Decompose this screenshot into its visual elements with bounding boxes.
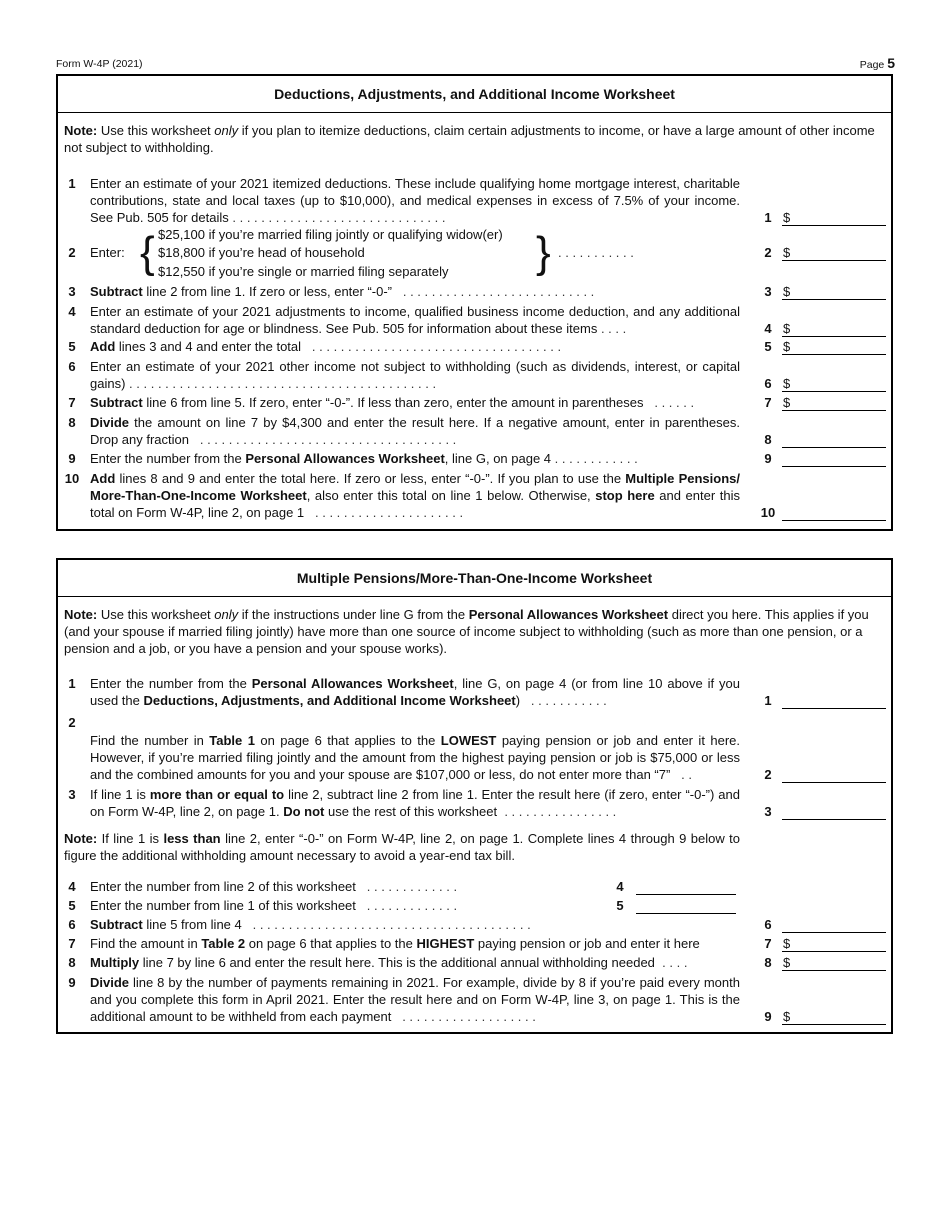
multiple-pensions-worksheet: Multiple Pensions/More-Than-One-Income Worksheet Note: Use this worksheet only if the instructions under line G from the Personal Allowances Worksheet direct you here. This applies if you (and your spouse if married filing jointly) have more than one source of income subject to withholding (such as more than one pension, or a pension and a job, or you have a pension and your spouse works). 1 Enter the number from the Personal Allowances Worksheet, line G, on page 4 (or from line 10 above if you used the Deductions, Adjustments, and Additional Income Worksheet) . . . . . . . . . . . 1 2 Find the number in Table 1 on page 6 that applies to the LOWEST paying pension or job and enter it here. However, if you’re married filing jointly and the amount from the highest paying pension or job is $75,000 or less and the combined amounts for you and your spouse are $107,000 or less, do not enter more than “7” . . 2 3 If line 1 is more than or equal to line 2, subtract line 2 from line 1. Enter the result here (if zero, enter “-0-”) and on Form W-4P, line 2, on page 1. Do not use the rest of this worksheet . . . . . . . . . . . . . . . . 3 Note: If line 1 is less than line 2, enter “-0-” on Form W-4P, line 2, on page 1. Complete lines 4 through 9 below to figure the additional withholding amount necessary to avoid a year-end tax bill. 4 Enter the number from line 2 of this worksheet . . . . . . . . . . . . . 4 5 Enter the number from line 1 of this worksheet . . . . . . . . . . . . . 5 6 Subtract line 5 from line 4 . . . . . . . . . . . . . . . . . . . . . . . . . . . . . . . . . . . . . . . 6 7 Find the amount in Table 2 on page 6 that applies to the HIGHEST paying pension or job and enter it here 7 $ 8 Multiply line 7 by line 6 and enter the result here. This is the additional annual withholding needed . . . . 8 $ 9 Divide line 8 by the number of payments remaining in 2021. For example, divide by 8 if you’re paid every month and you complete this form in April 2021. Enter the result here and on Form W-4P, line 3, on page 1. This is the additional amount to be withheld from each payment . . . . . . . . . . . . . . . . . . . 9 $ [56,558,893,1034]
ws1-line-6-field[interactable]: $ [782,375,886,392]
ws2-line-6-field[interactable] [782,916,886,933]
ws2-line-5-field[interactable] [636,897,736,914]
worksheet-note: Note: Use this worksheet only if you plan to itemize deductions, claim certain adjustments to income, or have a large amount of other income not subject to withholding. [64,123,875,155]
worksheet-title: Multiple Pensions/More-Than-One-Income Worksheet [58,560,891,597]
ws2-line-2-field[interactable] [782,766,886,783]
ws2-line-9-field[interactable]: $ [782,1008,886,1025]
page-header [56,57,895,73]
page-indicator: Page 5 [859,55,895,71]
form-id: Form W-4P (2021) [56,58,143,70]
ws2-line-3-field[interactable] [782,803,886,820]
ws1-line-9-field[interactable] [782,450,886,467]
ws1-line-10-field[interactable] [782,504,886,521]
deductions-worksheet: Deductions, Adjustments, and Additional Income Worksheet Note: Use this worksheet only if you plan to itemize deductions, claim certain adjustments to income, or have a large amount of other income not subject to withholding. 1 Enter an estimate of your 2021 itemized deductions. These include qualifying home mortgage interest, charitable contributions, state and local taxes (up to $10,000), and medical expenses in excess of 7.5% of your income. See Pub. 505 for details . . . . . . . . . . . . . . . . . . . . . . . . . . . . . . 1 $ 2 Enter: { $25,100 if you’re married filing jointly or qualifying widow(er) $18,800 if you’re head of household $12,550 if you’re single or married filing separately } . . . . . . . . . . . 2 $ 3 Subtract line 2 from line 1. If zero or less, enter “-0-” . . . . . . . . . . . . . . . . . . . . . . . . . . . 3 $ 4 Enter an estimate of your 2021 adjustments to income, qualified business income deduction, and any additional standard deduction for age or blindness. See Pub. 505 for information about these items . . . . 4 $ 5 Add lines 3 and 4 and enter the total . . . . . . . . . . . . . . . . . . . . . . . . . . . . . . . . . . . 5 $ 6 Enter an estimate of your 2021 other income not subject to withholding (such as dividends, interest, or capital gains) . . . . . . . . . . . . . . . . . . . . . . . . . . . . . . . . . . . . . . . . . . . 6 $ 7 Subtract line 6 from line 5. If zero, enter “-0-”. If less than zero, enter the amount in parentheses . . . . . . 7 $ 8 Divide the amount on line 7 by $4,300 and enter the result here. If a negative amount, enter in parentheses. Drop any fraction . . . . . . . . . . . . . . . . . . . . . . . . . . . . . . . . . . . . 8 9 Enter the number from the Personal Allowances Worksheet, line G, on page 4 . . . . . . . . . . . . 9 10 Add lines 8 and 9 and enter the total here. If zero or less, enter “-0-”. If you plan to use the Multiple Pensions/ More-Than-One-Income Worksheet, also enter this total on line 1 below. Otherwise, stop here and enter this total on Form W-4P, line 2, on page 1 . . . . . . . . . . . . . . . . . . . . . 10 [56,74,893,531]
ws1-line-8-field[interactable] [782,431,886,448]
ws1-line-4-field[interactable]: $ [782,320,886,337]
ws1-line-3-field[interactable]: $ [782,283,886,300]
worksheet-note-2: Note: If line 1 is less than line 2, enter “-0-” on Form W-4P, line 2, on page 1. Complete lines 4 through 9 below to figure the additional withholding amount necessary to avoid a year-end tax bill. [64,831,740,863]
ws1-line-5-field[interactable]: $ [782,338,886,355]
ws1-line-1-field[interactable]: $ [782,209,886,226]
ws1-line-7-field[interactable]: $ [782,394,886,411]
ws1-line-2-field[interactable]: $ [782,244,886,261]
ws2-line-4-field[interactable] [636,878,736,895]
worksheet-title: Deductions, Adjustments, and Additional Income Worksheet [58,76,891,113]
worksheet-note: Note: Use this worksheet only if the instructions under line G from the Personal Allowances Worksheet direct you here. This applies if you (and your spouse if married filing jointly) have more than one source of income subject to withholding (such as more than one pension, or a pension and a job, or you have a pension and your spouse works). [64,607,869,656]
ws2-line-7-field[interactable]: $ [782,935,886,952]
ws2-line-8-field[interactable]: $ [782,954,886,971]
ws2-line-1-field[interactable] [782,692,886,709]
